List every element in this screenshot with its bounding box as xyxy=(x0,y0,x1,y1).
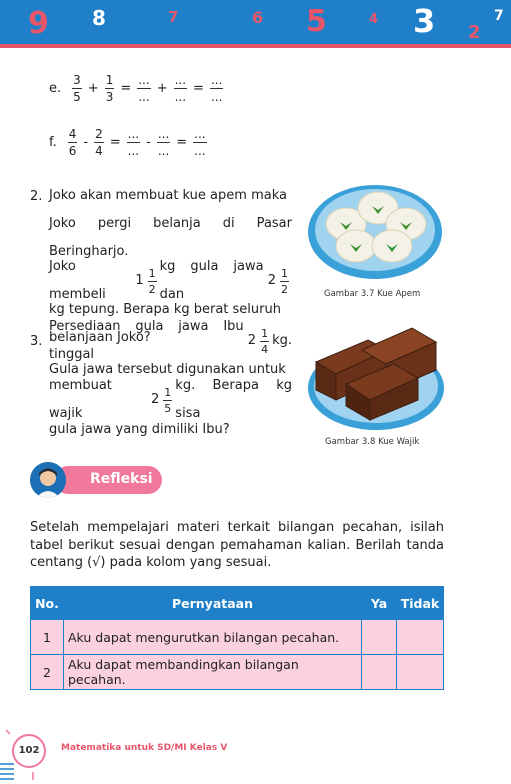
header-accent-line xyxy=(0,44,511,48)
reflection-table xyxy=(30,586,444,690)
question-3-text xyxy=(49,319,292,444)
table-row xyxy=(31,620,444,655)
figure-caption: Gambar 3.7 Kue Apem xyxy=(324,289,421,299)
row-number: 2 xyxy=(31,655,64,690)
header-digit: 3 xyxy=(413,2,436,40)
header-no: No. xyxy=(31,587,64,620)
exercise-label: e. xyxy=(49,81,62,96)
refleksi-badge xyxy=(30,462,162,498)
question-line: membuat wajik 2 $\frac{1}{5}$ kg. Berapa kg sisa xyxy=(49,378,292,421)
exercise-label: f. xyxy=(49,135,57,150)
table-header-row xyxy=(31,587,444,620)
header-digit: 9 xyxy=(28,6,49,41)
equals-sign: = xyxy=(193,81,204,96)
ya-checkbox-cell[interactable] xyxy=(362,620,397,655)
student-avatar-icon xyxy=(30,462,66,498)
exercise-f xyxy=(49,128,210,157)
header-digit: 4 xyxy=(369,12,379,27)
page-header xyxy=(0,0,511,48)
mixed-fraction: 2 $\frac{1}{5}$ xyxy=(151,385,172,415)
row-statement: Aku dapat mengurutkan bilangan pecahan. xyxy=(64,620,362,655)
blank-fraction: $\frac{...}{...}$ xyxy=(210,73,223,104)
header-digit: 7 xyxy=(168,8,179,26)
question-line: Persediaan gula jawa Ibu tinggal 2 $\frac{1}{4}$ kg. xyxy=(49,319,292,362)
header-digit: 6 xyxy=(252,8,264,27)
blank-fraction: $\frac{...}{...}$ xyxy=(127,127,140,158)
header-tidak: Tidak xyxy=(397,587,444,620)
header-pernyataan: Pernyataan xyxy=(64,587,362,620)
header-digit: 8 xyxy=(92,6,106,30)
fraction: $\frac{4}{6}$ xyxy=(68,127,77,158)
row-number: 1 xyxy=(31,620,64,655)
table-row xyxy=(31,655,444,690)
equals-sign: = xyxy=(120,81,132,96)
tidak-checkbox-cell[interactable] xyxy=(397,655,444,690)
blank-fraction: $\frac{...}{...}$ xyxy=(138,73,150,104)
page-number-badge: 102 xyxy=(12,734,46,768)
figure-caption: Gambar 3.8 Kue Wajik xyxy=(325,437,420,447)
mixed-fraction: 2 $\frac{1}{2}$ xyxy=(267,266,288,296)
header-digit: 2 xyxy=(468,22,481,43)
blank-fraction: $\frac{...}{...}$ xyxy=(174,73,187,104)
kue-apem-illustration xyxy=(306,180,444,284)
question-line: Joko pergi belanja di Pasar Beringharjo. xyxy=(49,216,292,259)
row-statement: Aku dapat membandingkan bilangan pecahan. xyxy=(64,655,362,690)
question-line: gula jawa yang dimiliki Ibu? xyxy=(49,422,230,437)
header-digit: 5 xyxy=(306,4,327,39)
question-line: Joko membeli 1 $\frac{1}{2}$ kg gula jawa dan 2 $\frac{1}{2}$ xyxy=(49,266,292,296)
equals-sign: = xyxy=(109,135,121,150)
operator: - xyxy=(146,135,151,150)
exercise-e xyxy=(49,74,226,103)
blank-fraction: $\frac{...}{...}$ xyxy=(157,127,170,158)
tidak-checkbox-cell[interactable] xyxy=(397,620,444,655)
book-title: Matematika untuk SD/MI Kelas V xyxy=(61,743,228,753)
refleksi-title: Refleksi xyxy=(90,471,153,487)
question-line: kg tepung. Berapa kg berat seluruh xyxy=(49,302,281,317)
question-line: Gula jawa tersebut digunakan untuk xyxy=(49,362,286,377)
header-digit: 7 xyxy=(494,8,504,24)
header-ya: Ya xyxy=(362,587,397,620)
question-line: belanjaan Joko? xyxy=(49,330,151,345)
mixed-fraction: 2 $\frac{1}{4}$ xyxy=(247,326,269,356)
operator: - xyxy=(83,135,89,150)
fraction: $\frac{2}{4}$ xyxy=(95,127,103,158)
mixed-fraction: 1 $\frac{1}{2}$ xyxy=(135,266,156,296)
equals-sign: = xyxy=(176,135,188,150)
kue-wajik-illustration xyxy=(306,322,446,432)
operator: + xyxy=(156,81,168,96)
fraction: $\frac{3}{5}$ xyxy=(73,73,81,104)
question-line: Joko akan membuat kue apem maka xyxy=(49,188,287,203)
instruction-paragraph: Setelah mempelajari materi terkait bilangan pecahan, isilah tabel berikut sesuai dengan pemahaman kalian. Berilah tanda centang (√) pada kolom yang sesuai. xyxy=(30,520,444,570)
ya-checkbox-cell[interactable] xyxy=(362,655,397,690)
question-number: 2. xyxy=(30,189,43,204)
blank-fraction: $\frac{...}{...}$ xyxy=(194,127,206,158)
operator: + xyxy=(87,81,99,96)
question-number: 3. xyxy=(30,334,43,349)
fraction: $\frac{1}{3}$ xyxy=(105,73,114,104)
